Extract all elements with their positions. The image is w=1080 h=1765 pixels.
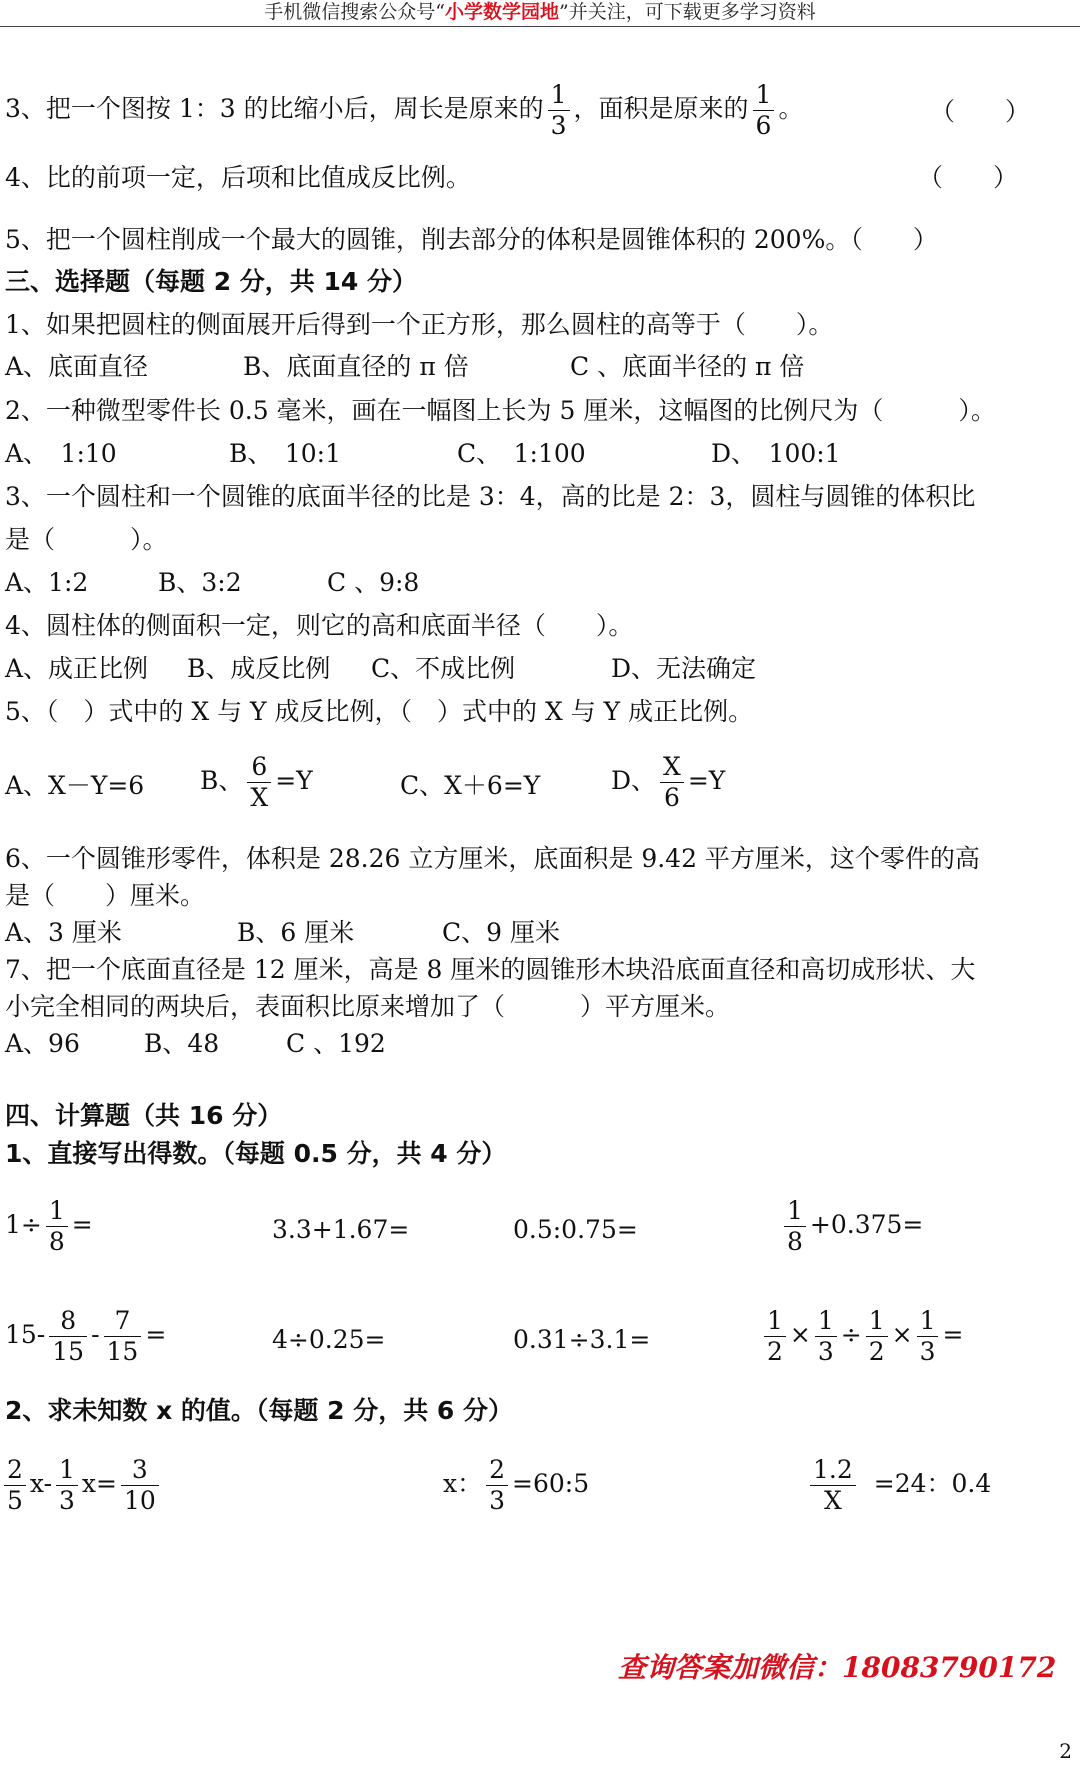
fraction: $\frac{1.2}{X}$ [810,1455,856,1516]
judge-q5: 5、把一个圆柱削成一个最大的圆锥，削去部分的体积是圆锥体积的 200%。（ ） [5,225,938,254]
calc-2: 3.3+1.67= [272,1215,410,1244]
s3-q3-line1: 3、一个圆柱和一个圆锥的底面半径的比是 3：4，高的比是 2：3，圆柱与圆锥的体积比 [5,482,976,511]
s3-q6-opt-a: A、3 厘米 [5,918,122,947]
fraction: $\frac{2}{5}$ [4,1455,26,1516]
fraction: $\frac{1}{3}$ [56,1455,78,1516]
s3-q5-opt-a: A、X－Y=6 [5,771,145,800]
s3-q1-opt-b: B、底面直径的 π 倍 [243,352,469,381]
calc-3: 0.5:0.75= [513,1215,638,1244]
page-header: 手机微信搜索公众号“小学数学园地”并关注，可下载更多学习资料 [0,0,1080,27]
calc-5: 15- $\frac{8}{15}$ - $\frac{7}{15}$ = [5,1306,167,1366]
s3-q4-opt-a: A、成正比例 [5,654,149,683]
fraction: $\frac{6}{X}$ [247,752,271,813]
calc-7: 0.31÷3.1= [513,1325,651,1354]
s3-q1-opt-c: C 、底面半径的 π 倍 [570,352,805,381]
s3-q2-opt-b: B、 10:1 [229,439,342,468]
equation-2: x： $\frac{2}{3}$ =60:5 [443,1455,590,1515]
s3-q6-opt-b: B、6 厘米 [237,918,355,947]
s3-q2-opt-d: D、 100:1 [711,439,841,468]
s3-q3-opt-a: A、1:2 [5,568,89,597]
equation-1: $\frac{2}{5}$ x- $\frac{1}{3}$ x= $\frac{3}{10}$ [0,1455,163,1516]
fraction: $\frac{X}{6}$ [660,752,684,813]
s3-q3-opt-b: B、3:2 [158,568,242,597]
s3-q4-opt-b: B、成反比例 [187,654,331,683]
s3-q7-opt-c: C 、192 [286,1029,386,1058]
s3-q5: 5、（ ）式中的 X 与 Y 成反比例，（ ）式中的 X 与 Y 成正比例。 [5,697,754,726]
fraction: $\frac{7}{15}$ [104,1306,142,1367]
fraction: $\frac{1}{8}$ [784,1196,806,1257]
section4-sub1: 1、直接写出得数。（每题 0.5 分，共 4 分） [5,1139,507,1168]
fraction: $\frac{8}{15}$ [49,1306,87,1367]
judge-q3: 3、把一个图按 1：3 的比缩小后，周长是原来的 $\frac{1}{3}$ ，面积是原来的 $\frac{1}{6}$ 。 [5,80,804,140]
s3-q1: 1、如果把圆柱的侧面展开后得到一个正方形，那么圆柱的高等于（ ）。 [5,310,834,339]
contact-wechat: 查询答案加微信：18083790172 [618,1651,1057,1684]
s3-q1-opt-a: A、底面直径 [5,352,149,381]
s3-q7-opt-b: B、48 [144,1029,220,1058]
fraction: $\frac{1}{3}$ [815,1306,837,1367]
s3-q4-opt-d: D、无法确定 [611,654,757,683]
s3-q7-line2: 小完全相同的两块后，表面积比原来增加了（ ）平方厘米。 [5,992,731,1021]
fraction: $\frac{2}{3}$ [486,1455,508,1516]
calc-4: $\frac{1}{8}$ +0.375= [780,1196,923,1257]
section4-title: 四、计算题（共 16 分） [5,1101,283,1130]
s3-q4-opt-c: C、不成比例 [371,654,516,683]
s3-q6-opt-c: C、9 厘米 [442,918,560,947]
s3-q3-opt-c: C 、9:8 [327,568,420,597]
calc-8: $\frac{1}{2}$ × $\frac{1}{3}$ ÷ $\frac{1}{2}$ × $\frac{1}{3}$ = [760,1306,963,1367]
fraction: $\frac{1}{8}$ [46,1196,68,1257]
s3-q5-opt-b: B、 $\frac{6}{X}$ =Y [200,752,313,812]
fraction: $\frac{1}{2}$ [866,1306,888,1367]
calc-6: 4÷0.25= [272,1325,386,1354]
page-number: 2 [1059,1739,1072,1763]
s3-q5-opt-d: D、 $\frac{X}{6}$ =Y [611,752,726,812]
section4-sub2: 2、求未知数 x 的值。（每题 2 分，共 6 分） [5,1396,514,1425]
calc-1: 1÷ $\frac{1}{8}$ = [5,1196,93,1256]
judge-q4: 4、比的前项一定，后项和比值成反比例。 [5,163,471,192]
s3-q7-line1: 7、把一个底面直径是 12 厘米，高是 8 厘米的圆锥形木块沿底面直径和高切成形状、大 [5,955,976,984]
judge-q4-answer-blank: （ ） [918,163,1019,192]
s3-q7-opt-a: A、96 [5,1029,80,1058]
fraction: $\frac{3}{10}$ [121,1455,159,1516]
s3-q6-line1: 6、一个圆锥形零件，体积是 28.26 立方厘米，底面积是 9.42 平方厘米，这个零件的高 [5,844,980,873]
s3-q2-opt-a: A、 1:10 [5,439,117,468]
s3-q5-opt-c: C、X＋6=Y [400,771,541,800]
equation-3: $\frac{1.2}{X}$ =24：0.4 [806,1455,991,1516]
s3-q3-line2: 是（ ）。 [5,525,168,554]
fraction: $\frac{1}{6}$ [753,80,775,141]
fraction: $\frac{1}{3}$ [548,80,570,141]
header-highlight: 小学数学园地 [444,1,559,23]
section3-title: 三、选择题（每题 2 分，共 14 分） [5,267,418,296]
s3-q2-opt-c: C、 1:100 [457,439,586,468]
judge-q3-answer-blank: （ ） [930,97,1031,126]
fraction: $\frac{1}{2}$ [764,1306,786,1367]
s3-q4: 4、圆柱体的侧面积一定，则它的高和底面半径（ ）。 [5,611,634,640]
s3-q2: 2、一种微型零件长 0.5 毫米，画在一幅图上长为 5 厘米，这幅图的比例尺为（ ）。 [5,396,996,425]
s3-q6-line2: 是（ ）厘米。 [5,881,206,910]
fraction: $\frac{1}{3}$ [917,1306,939,1367]
